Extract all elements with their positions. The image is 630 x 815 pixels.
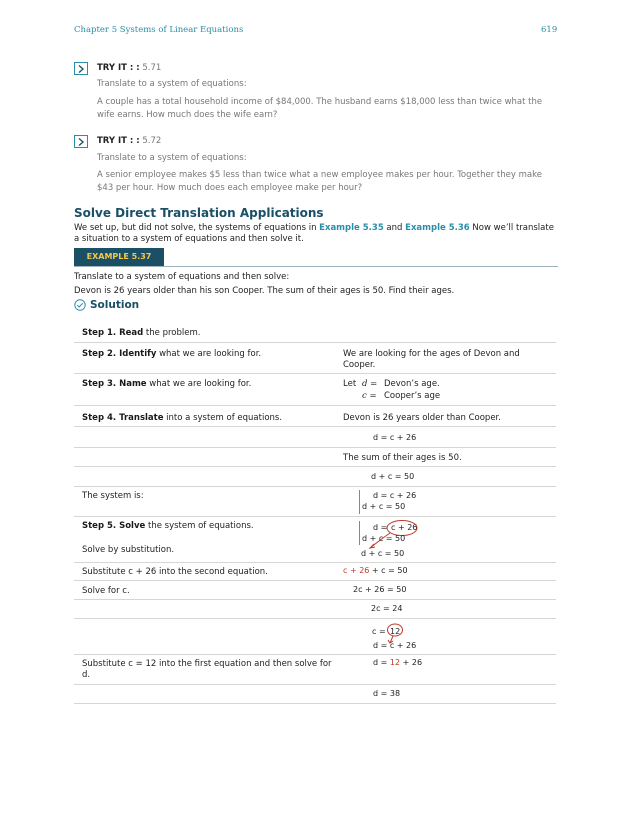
- step-4: Step 4. Translate into a system of equations.: [82, 413, 283, 423]
- equation: d = c + 26: [373, 491, 417, 500]
- equation: d = c + 26: [373, 641, 417, 650]
- chevron-right-icon[interactable]: [74, 62, 88, 75]
- solve-for-c: Solve for c.: [82, 586, 130, 596]
- example-instruction: Translate to a system of equations and then solve:: [74, 272, 290, 282]
- try-it-label: TRY IT : :: [97, 136, 140, 146]
- solution-label: Solution: [90, 299, 140, 311]
- let-label: Let: [343, 379, 357, 389]
- equation: d + c = 50: [371, 472, 415, 481]
- equation: 2c + 26 = 50: [353, 585, 407, 594]
- try-it-instruction: Translate to a system of equations:: [97, 79, 247, 89]
- try-it-1: [74, 62, 374, 76]
- divider: [74, 447, 556, 448]
- equation: c =: [372, 627, 386, 636]
- divider: [74, 466, 556, 467]
- page-number: 619: [541, 25, 558, 35]
- try-it-problem: A couple has a total household income of $84,000. The husband earns $18,000 less than twice what the wife earns. How much does the wife earn?: [97, 97, 543, 120]
- divider: [74, 654, 556, 655]
- divider: [74, 342, 556, 343]
- try-it-problem: A senior employee makes $5 less than twice what a new employee makes per hour. Together they make $43 per hour. How much does each employee make per hour?: [97, 170, 542, 193]
- equation: 2c = 24: [371, 604, 403, 613]
- equation: d = c + 26: [373, 433, 417, 442]
- var-c-desc: Cooper’s age: [384, 391, 441, 401]
- equation: d = 38: [373, 689, 401, 698]
- divider: [74, 599, 556, 600]
- solution-heading: [74, 299, 194, 313]
- divider: [74, 266, 558, 267]
- step-2-answer: We are looking for the ages of Devon and Cooper.: [343, 349, 520, 370]
- var-c: c =: [362, 391, 377, 401]
- var-d-desc: Devon’s age.: [384, 379, 440, 389]
- example-label: EXAMPLE 5.37: [74, 248, 164, 266]
- example-link[interactable]: Example 5.36: [405, 223, 470, 233]
- divider: [74, 516, 556, 517]
- substitute-step-2: Substitute c = 12 into the first equation and then solve for d.: [82, 659, 332, 680]
- chevron-right-icon[interactable]: [74, 135, 88, 148]
- equation: d = 12 + 26: [373, 658, 423, 667]
- equation: c + 26 + c = 50: [343, 566, 408, 575]
- section-title: Solve Direct Translation Applications: [74, 206, 324, 220]
- system-brace: [359, 490, 360, 514]
- step-1: Step 1. Read the problem.: [82, 328, 201, 338]
- section-intro: We set up, but did not solve, the systems of equations in Example 5.35 and Example 5.36 Now we’ll translate a situation to a system of equations and then solve it.: [74, 223, 554, 244]
- equation: d + c = 50: [362, 502, 406, 511]
- try-it-label: TRY IT : :: [97, 63, 140, 73]
- circled-value: 12: [390, 627, 401, 636]
- example-link[interactable]: Example 5.35: [319, 223, 384, 233]
- equation: d =: [373, 523, 388, 532]
- divider: [74, 373, 556, 374]
- circled-expression: c + 26: [391, 523, 418, 532]
- divider: [74, 684, 556, 685]
- divider: [74, 405, 556, 406]
- var-d: d =: [362, 379, 378, 389]
- try-it-number: 5.71: [142, 63, 162, 73]
- divider: [74, 580, 556, 581]
- check-circle-icon: [74, 299, 86, 311]
- equation: d + c = 50: [361, 549, 405, 558]
- step-3: Step 3. Name what we are looking for.: [82, 379, 252, 389]
- step-2: Step 2. Identify what we are looking for.: [82, 349, 262, 359]
- divider: [74, 562, 556, 563]
- step-4-sentence: Devon is 26 years older than Cooper.: [343, 413, 501, 423]
- substitute-step: Substitute c + 26 into the second equation.: [82, 567, 268, 577]
- chapter-header: Chapter 5 Systems of Linear Equations: [74, 25, 244, 35]
- divider: [74, 618, 556, 619]
- try-it-instruction: Translate to a system of equations:: [97, 153, 247, 163]
- divider: [74, 703, 556, 704]
- divider: [74, 486, 556, 487]
- sum-sentence: The sum of their ages is 50.: [343, 453, 462, 463]
- try-it-number: 5.72: [142, 136, 162, 146]
- equation: d + c = 50: [362, 534, 406, 543]
- example-problem: Devon is 26 years older than his son Cooper. The sum of their ages is 50. Find their ages.: [74, 286, 455, 296]
- substitution-label: Solve by substitution.: [82, 545, 175, 555]
- step-5: Step 5. Solve the system of equations.: [82, 521, 254, 531]
- system-label: The system is:: [82, 491, 144, 501]
- try-it-2: [74, 135, 374, 149]
- divider: [74, 426, 556, 427]
